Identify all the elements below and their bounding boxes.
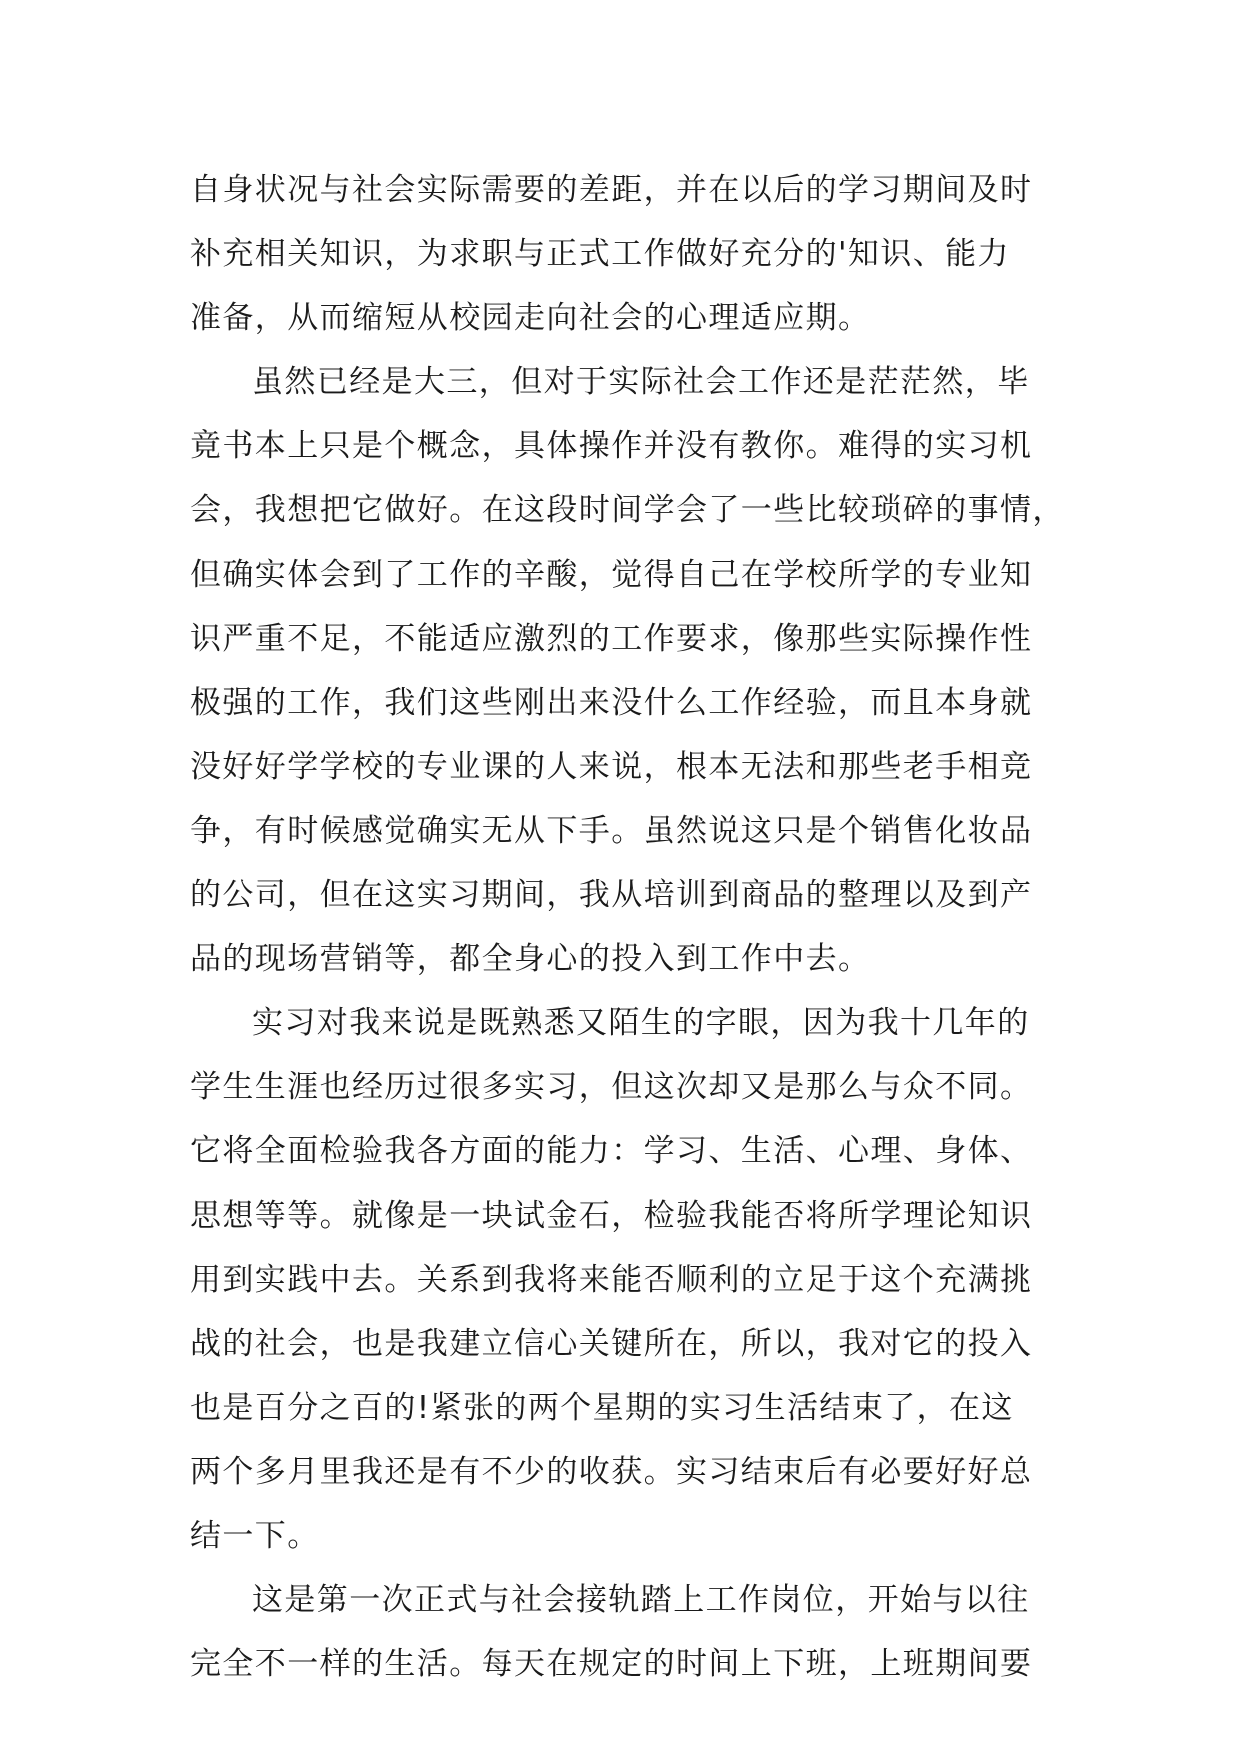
text-line: 识严重不足，不能适应激烈的工作要求，像那些实际操作性	[190, 620, 1033, 657]
text-line: 品的现场营销等，都全身心的投入到工作中去。	[190, 941, 871, 978]
paragraph-first-line: 这是第一次正式与社会接轨踏上工作岗位，开始与以往	[252, 1582, 1030, 1619]
paragraph-first-line: 虽然已经是大三，但对于实际社会工作还是茫茫然，毕	[252, 364, 1030, 401]
text-line: 学生生涯也经历过很多实习，但这次却又是那么与众不同。	[190, 1069, 1033, 1106]
text-line: 争，有时候感觉确实无从下手。虽然说这只是个销售化妆品	[190, 812, 1033, 849]
text-line: 思想等等。就像是一块试金石，检验我能否将所学理论知识	[190, 1197, 1033, 1234]
text-line: 没好好学学校的专业课的人来说，根本无法和那些老手相竞	[190, 748, 1033, 785]
text-line: 极强的工作，我们这些刚出来没什么工作经验，而且本身就	[190, 684, 1033, 721]
text-line: 完全不一样的生活。每天在规定的时间上下班，上班期间要	[190, 1646, 1033, 1683]
text-line: 结一下。	[190, 1517, 320, 1554]
text-line: 战的社会，也是我建立信心关键所在，所以，我对它的投入	[190, 1325, 1033, 1362]
document-body	[190, 158, 1070, 1696]
text-line: 但确实体会到了工作的辛酸，觉得自己在学校所学的专业知	[190, 556, 1033, 593]
text-line: 的公司，但在这实习期间，我从培训到商品的整理以及到产	[190, 877, 1033, 914]
text-line: 会，我想把它做好。在这段时间学会了一些比较琐碎的事情，	[190, 492, 1065, 529]
text-line: 两个多月里我还是有不少的收获。实习结束后有必要好好总	[190, 1453, 1033, 1490]
text-line: 自身状况与社会实际需要的差距，并在以后的学习期间及时	[190, 172, 1033, 208]
text-line: 补充相关知识，为求职与正式工作做好充分的'知识、能力	[190, 236, 1010, 273]
text-line: 也是百分之百的!紧张的两个星期的实习生活结束了，在这	[190, 1389, 1014, 1426]
text-line: 竟书本上只是个概念，具体操作并没有教你。难得的实习机	[190, 428, 1033, 465]
paragraph-first-line: 实习对我来说是既熟悉又陌生的字眼，因为我十几年的	[252, 1005, 1030, 1042]
text-line: 它将全面检验我各方面的能力：学习、生活、心理、身体、	[190, 1133, 1033, 1170]
text-line: 准备，从而缩短从校园走向社会的心理适应期。	[190, 300, 871, 337]
text-line: 用到实践中去。关系到我将来能否顺利的立足于这个充满挑	[190, 1261, 1033, 1298]
